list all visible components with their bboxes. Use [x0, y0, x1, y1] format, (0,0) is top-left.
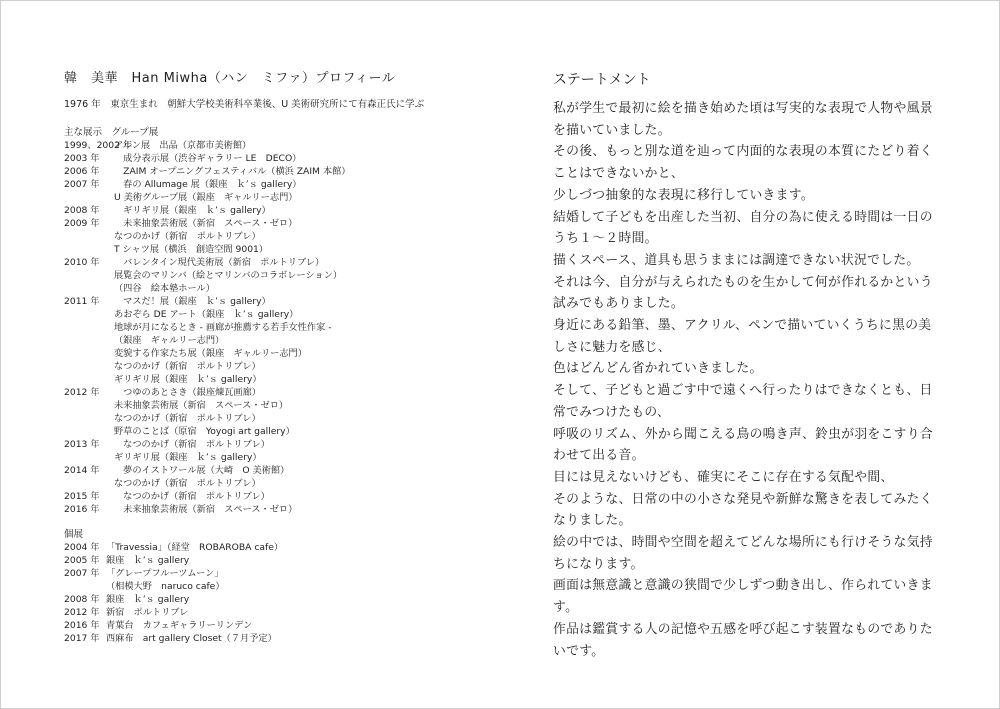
- exhibition-row: [64, 632, 484, 645]
- exhibition-text: ZAIM オープニングフェスティバル（横浜 ZAIM 本館）: [114, 166, 351, 177]
- exhibition-row: [64, 619, 484, 632]
- exhibition-year: 2006 年: [64, 166, 100, 177]
- exhibition-year: 2008 年: [64, 205, 100, 216]
- exhibition-text: （相模大野 naruco cafe）: [106, 581, 225, 592]
- statement-line: 常でみつけたもの、: [553, 404, 671, 420]
- statement-line: す。: [553, 600, 579, 616]
- exhibition-text: ギリギリ展（銀座 ｋ’ｓ gallery）: [114, 374, 262, 385]
- exhibition-year: [64, 269, 114, 282]
- exhibition-row: [64, 269, 484, 282]
- exhibition-text: （四谷 絵本塾ホール）: [114, 283, 215, 294]
- statement-column: [553, 70, 948, 662]
- statement-line: 作品は鑑賞する人の記憶や五感を呼び起こす装置なものでありた: [553, 621, 933, 637]
- exhibition-text: 変貌する作家たち展（銀座 ギャルリー志門）: [114, 348, 307, 359]
- exhibition-year: 2015 年: [64, 491, 100, 502]
- solo-exhibitions-heading: 個展: [64, 529, 84, 540]
- exhibition-row: [64, 554, 484, 567]
- exhibition-text: バレンタイン現代美術展（新宿 ポルトリブレ）: [114, 257, 325, 268]
- exhibition-row: [64, 606, 484, 619]
- solo-exhibitions-list: [64, 541, 484, 645]
- exhibition-year: 2017 年: [64, 633, 100, 644]
- exhibition-row: [64, 230, 484, 243]
- exhibition-text: アルン展 出品（京都市美術館）: [114, 140, 252, 151]
- exhibition-year: 2016 年: [64, 620, 100, 631]
- group-exhibitions-heading: 主な展示 グループ展: [64, 127, 159, 138]
- exhibition-year: [64, 308, 114, 321]
- statement-line: 絵の中では、時間や空間を超えてどんな場所にも行けそうな気持: [553, 535, 933, 551]
- exhibition-row: [64, 399, 484, 412]
- exhibition-row: [64, 204, 484, 217]
- profile-title: 韓 美華 Han Miwha（ハン ミファ）プロフィール: [64, 71, 396, 86]
- statement-line: 私が学生で最初に絵を描き始めた頃は写実的な表現で人物や風景: [553, 101, 933, 116]
- exhibition-text: なつのかげ（新宿 ポルトリブレ）: [114, 413, 261, 424]
- exhibition-text: U 美術グループ展（銀座 ギャルリー志門）: [114, 192, 298, 203]
- statement-line: その後、もっと別な道を辿って内面的な表現の本質にたどり着く: [553, 144, 933, 160]
- statement-line: を描いていました。: [553, 122, 671, 138]
- statement-line: ちになります。: [553, 556, 644, 572]
- exhibition-year: [64, 412, 114, 425]
- exhibition-text: ギリギリ展（銀座 ｋ’ｓ gallery）: [114, 452, 262, 463]
- statement-line: なりました。: [553, 513, 632, 529]
- exhibition-text: なつのかげ（新宿 ポルトリブレ）: [114, 361, 261, 372]
- exhibition-row: [64, 438, 484, 451]
- statement-line: しさに魅力を感じ、: [553, 339, 671, 355]
- exhibition-year: [64, 477, 114, 490]
- statement-title: ステートメント: [553, 72, 651, 88]
- statement-line: 少しづつ抽象的な表現に移行していきます。: [553, 187, 814, 203]
- exhibition-text: 成分表示展（渋谷ギャラリー LE DECO）: [114, 153, 302, 164]
- statement-line: そして、子どもと過ごす中で遠くへ行ったりはできなくとも、日: [553, 383, 933, 399]
- exhibition-text: （銀座 ギャルリー志門）: [114, 335, 225, 346]
- exhibition-year: [64, 230, 114, 243]
- exhibition-row: [64, 308, 484, 321]
- statement-line: 色はどんどん省かれていきました。: [553, 361, 763, 377]
- statement-line: 試みでもありました。: [553, 296, 684, 312]
- exhibition-text: なつのかげ（新宿 ポルトリブレ）: [114, 231, 261, 242]
- exhibition-year: 2007 年: [64, 568, 100, 579]
- exhibition-row: [64, 152, 484, 165]
- exhibition-row: [64, 139, 484, 152]
- exhibition-text: 春の Allumage 展（銀座 ｋ’ｓ gallery）: [114, 179, 302, 190]
- statement-line: 目には見えないけども、確実にそこに存在する気配や間、: [553, 469, 894, 485]
- exhibition-year: [64, 243, 114, 256]
- group-exhibitions-list: [64, 139, 484, 516]
- exhibition-text: 夢のイストワール展（大崎 O 美術館）: [114, 465, 290, 476]
- exhibition-year: 1999、2002 年: [64, 140, 133, 151]
- exhibition-year: 2008 年: [64, 594, 100, 605]
- statement-line: わせて出る音。: [553, 448, 645, 464]
- exhibition-row: [64, 580, 484, 593]
- exhibition-year: 2011 年: [64, 296, 100, 307]
- exhibition-text: 未来抽象芸術展（新宿 スペース・ゼロ）: [114, 504, 298, 515]
- exhibition-text: マスだ！展（銀座 ｋ’ｓ gallery）: [114, 296, 271, 307]
- exhibition-row: [64, 425, 484, 438]
- exhibition-year: 2009 年: [64, 218, 100, 229]
- exhibition-text: ギリギリ展（銀座 ｋ’ｓ gallery）: [114, 205, 271, 216]
- exhibition-row: [64, 386, 484, 399]
- exhibition-text: 展覧会のマリンバ（絵とマリンバのコラボレーション）: [114, 270, 343, 281]
- exhibition-row: [64, 321, 484, 334]
- exhibition-row: [64, 295, 484, 308]
- exhibition-text: 西麻布 art gallery Closet（７月予定）: [106, 633, 277, 644]
- exhibition-text: あおぞら DE アート（銀座 ｋ’ｓ gallery）: [114, 309, 299, 320]
- exhibition-year: 2005 年: [64, 555, 100, 566]
- born-line: 1976 年 東京生まれ 朝鮮大学校美術科卒業後、U 美術研究所にて有森正氏に学ぶ: [64, 99, 425, 110]
- statement-line: 画面は無意識と意識の狭間で少しずつ動き出し、作られていきま: [553, 578, 933, 594]
- exhibition-row: [64, 593, 484, 606]
- exhibition-year: 2007 年: [64, 179, 100, 190]
- exhibition-text: 未来抽象芸術展（新宿 スペース・ゼロ）: [114, 218, 298, 229]
- exhibition-year: [64, 191, 114, 204]
- exhibition-text: T シャツ展（横浜 創造空間 9001）: [114, 244, 269, 255]
- exhibition-text: 青葉台 カフェギャラリーリンデン: [106, 620, 253, 631]
- exhibition-year: 2012 年: [64, 607, 100, 618]
- exhibition-row: [64, 541, 484, 554]
- statement-line: そのような、日常の中の小さな発見や新鮮な驚きを表してみたく: [553, 491, 933, 507]
- exhibition-year: [64, 360, 114, 373]
- exhibition-year: [64, 580, 106, 593]
- exhibition-row: [64, 464, 484, 477]
- exhibition-year: [64, 321, 114, 334]
- statement-line: 結婚して子どもを出産した当初、自分の為に使える時間は一日の: [553, 209, 933, 225]
- exhibition-row: [64, 165, 484, 178]
- exhibition-text: 未来抽象芸術展（新宿 スペース・ゼロ）: [114, 400, 289, 411]
- statement-body: [553, 98, 948, 662]
- exhibition-row: [64, 334, 484, 347]
- exhibition-text: 地球が月になるとき - 画廊が推薦する若手女性作家 -: [114, 322, 332, 333]
- exhibition-year: [64, 399, 114, 412]
- exhibition-row: [64, 191, 484, 204]
- exhibition-row: [64, 256, 484, 269]
- exhibition-text: 銀座 ｋ’ｓ gallery: [106, 594, 190, 605]
- exhibition-row: [64, 490, 484, 503]
- exhibition-row: [64, 567, 484, 580]
- exhibition-year: [64, 425, 114, 438]
- statement-line: うち１〜２時間。: [553, 231, 658, 247]
- exhibition-year: [64, 451, 114, 464]
- exhibition-row: [64, 282, 484, 295]
- exhibition-text: 「Travessia」（経堂 ROBAROBA cafe）: [106, 542, 284, 553]
- exhibition-year: 2016 年: [64, 504, 100, 515]
- exhibition-text: なつのかげ（新宿 ポルトリブレ）: [114, 491, 270, 502]
- exhibition-row: [64, 243, 484, 256]
- exhibition-year: 2004 年: [64, 542, 100, 553]
- statement-line: いです。: [553, 643, 605, 659]
- exhibition-text: つゆのあとさき（銀座煉瓦画廊）: [114, 387, 261, 398]
- statement-line: 描くスペース、道具も思うままには調達できない状況でした。: [553, 252, 920, 268]
- exhibition-row: [64, 412, 484, 425]
- exhibition-year: 2010 年: [64, 257, 100, 268]
- exhibition-text: 野草のことば（原宿 Yoyogi art gallery）: [114, 426, 295, 437]
- statement-line: 呼吸のリズム、外から聞こえる鳥の鳴き声、鈴虫が羽をこすり合: [553, 426, 933, 442]
- profile-column: [64, 70, 484, 645]
- exhibition-year: 2013 年: [64, 439, 100, 450]
- exhibition-text: 銀座 ｋ’ｓ gallery: [106, 555, 190, 566]
- exhibition-row: [64, 451, 484, 464]
- exhibition-year: 2014 年: [64, 465, 100, 476]
- exhibition-row: [64, 178, 484, 191]
- exhibition-text: 新宿 ポルトリブレ: [106, 607, 189, 618]
- exhibition-year: [64, 282, 114, 295]
- statement-line: 身近にある鉛筆、墨、アクリル、ペンで描いていくうちに黒の美: [553, 318, 932, 334]
- exhibition-row: [64, 217, 484, 230]
- exhibition-row: [64, 503, 484, 516]
- exhibition-year: [64, 373, 114, 386]
- statement-line: ことはできないかと、: [553, 166, 684, 182]
- exhibition-text: なつのかげ（新宿 ポルトリブレ）: [114, 478, 261, 489]
- exhibition-text: なつのかげ（新宿 ポルトリブレ）: [114, 439, 270, 450]
- statement-line: それは今、自分が与えられたものを生かして何が作れるかという: [553, 274, 933, 290]
- exhibition-row: [64, 477, 484, 490]
- exhibition-year: [64, 334, 114, 347]
- exhibition-text: 「グレープフルーツムーン」: [106, 568, 224, 579]
- exhibition-year: [64, 347, 114, 360]
- exhibition-row: [64, 347, 484, 360]
- exhibition-row: [64, 373, 484, 386]
- exhibition-year: 2012 年: [64, 387, 100, 398]
- exhibition-year: 2003 年: [64, 153, 100, 164]
- exhibition-row: [64, 360, 484, 373]
